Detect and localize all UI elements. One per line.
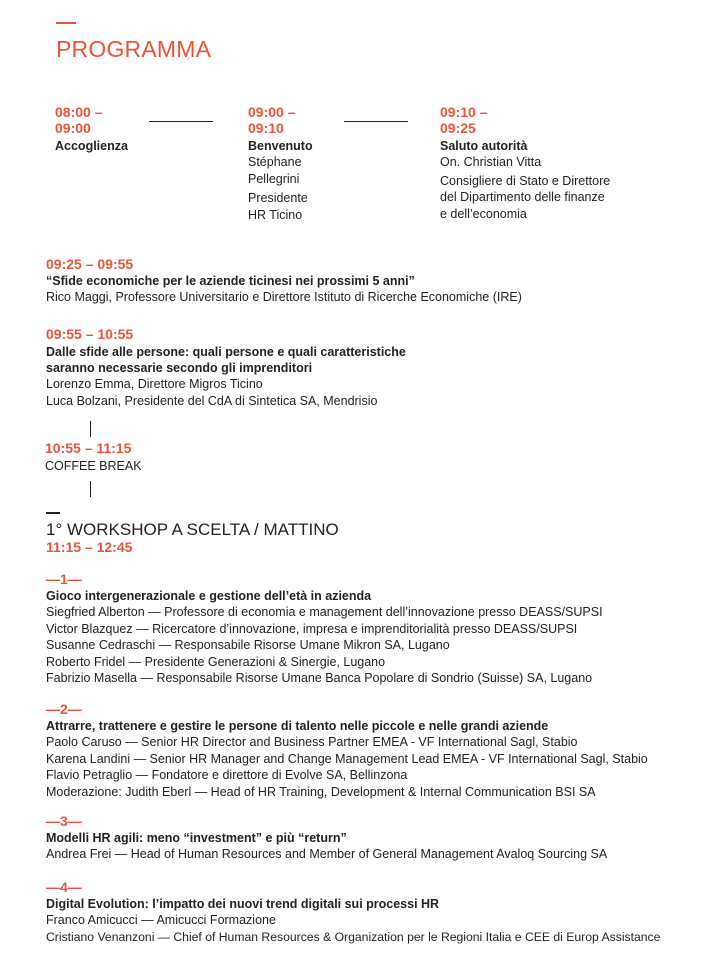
speaker-line: Fabrizio Masella — Responsabile Risorse Umane Banca Popolare di Sondrio (Suisse) SA, Lugano [46, 671, 593, 685]
talk-time: 09:25 – 09:55 [46, 256, 134, 272]
slot-title: Saluto autorità [440, 139, 528, 153]
workshop-number: —1— [46, 571, 82, 587]
slot-title: Accoglienza [55, 139, 128, 153]
slot-saluto [440, 104, 640, 222]
workshop-item-title: Attrarre, trattenere e gestire le persone di talento nelle piccole e nelle grandi aziende [46, 719, 549, 733]
workshop-time: 11:15 – 12:45 [46, 539, 133, 555]
title-accent-dash [56, 22, 76, 24]
speaker-line: Siegfried Alberton — Professore di economia e management dell’innovazione presso DEASS/SUPSI [46, 605, 603, 619]
workshop-4 [46, 879, 696, 945]
speaker-line: Cristiano Venanzoni — Chief of Human Resources & Organization per le Regioni Italia e CEE di Europ Assistance [46, 929, 661, 944]
break-divider-top [90, 421, 91, 437]
speaker-line: Andrea Frei — Head of Human Resources and Member of General Management Avaloq Sourcing SA [46, 847, 608, 861]
speaker-line: Lorenzo Emma, Direttore Migros Ticino [46, 377, 263, 391]
workshop-item-title: Gioco intergenerazionale e gestione dell’età in azienda [46, 589, 372, 603]
slot-accoglienza [55, 104, 205, 154]
speaker-line: Victor Blazquez — Ricercatore d’innovazione, impresa e imprenditorialità presso DEASS/SUPSI [46, 621, 578, 636]
slot-time: 09:10 – 09:25 [440, 104, 488, 136]
workshop-number: —2— [46, 701, 82, 717]
speaker-line: Franco Amicucci — Amicucci Formazione [46, 913, 276, 927]
page-title: PROGRAMMA [56, 36, 212, 62]
speaker-name: Stéphane Pellegrini [248, 155, 302, 186]
talk-time: 09:55 – 10:55 [46, 326, 134, 342]
break-divider-bottom [90, 481, 91, 497]
speaker-role: Consigliere di Stato e Direttore del Dipartimento delle finanze e dell’economia [440, 173, 611, 221]
talk-title: “Sfide economiche per le aziende ticinesi nei prossimi 5 anni” [46, 274, 415, 288]
speaker-line: Karena Landini — Senior HR Manager and Change Management Lead EMEA - VF International Sagl, Stabio [46, 751, 648, 766]
workshop-3 [46, 813, 696, 863]
speaker-role: Presidente HR Ticino [248, 191, 308, 222]
connector-line [149, 121, 213, 122]
slot-title: Benvenuto [248, 139, 313, 153]
connector-line [344, 121, 408, 122]
speaker-line: Moderazione: Judith Eberl — Head of HR Training, Development & Internal Communication BSI SA [46, 784, 596, 799]
talk-sfide-economiche [46, 256, 686, 306]
workshop-number: —3— [46, 813, 82, 829]
workshop-1 [46, 571, 696, 687]
workshop-number: —4— [46, 879, 82, 895]
speaker-line: Paolo Caruso — Senior HR Director and Business Partner EMEA - VF International Sagl, Stabio [46, 735, 578, 749]
break-time: 10:55 – 11:15 [45, 440, 132, 456]
break-label: COFFEE BREAK [45, 459, 142, 473]
slot-time: 08:00 – 09:00 [55, 104, 103, 136]
speaker-line: Roberto Fridel — Presidente Generazioni & Sinergie, Lugano [46, 654, 386, 669]
workshop-title: 1° WORKSHOP A SCELTA / MATTINO [46, 520, 339, 539]
talk-sfide-persone [46, 326, 686, 409]
slot-time: 09:00 – 09:10 [248, 104, 296, 136]
speaker-line: Flavio Petraglio — Fondatore e direttore di Evolve SA, Bellinzona [46, 768, 408, 782]
talk-title: saranno necessarie secondo gli imprenditori [46, 361, 313, 375]
workshop-accent-dash [46, 512, 60, 514]
workshop-item-title: Digital Evolution: l’impatto dei nuovi trend digitali sui processi HR [46, 897, 440, 911]
coffee-break [45, 440, 142, 475]
speaker-line: Luca Bolzani, Presidente del CdA di Sintetica SA, Mendrisio [46, 393, 378, 408]
speaker-line: Rico Maggi, Professore Universitario e Direttore Istituto di Ricerche Economiche (IRE) [46, 290, 522, 304]
speaker-line: Susanne Cedraschi — Responsabile Risorse Umane Mikron SA, Lugano [46, 638, 450, 652]
workshop-item-title: Modelli HR agili: meno “investment” e più “return” [46, 831, 347, 845]
speaker-name: On. Christian Vitta [440, 155, 542, 169]
workshop-2 [46, 701, 696, 800]
talk-title: Dalle sfide alle persone: quali persone e quali caratteristiche [46, 345, 406, 359]
